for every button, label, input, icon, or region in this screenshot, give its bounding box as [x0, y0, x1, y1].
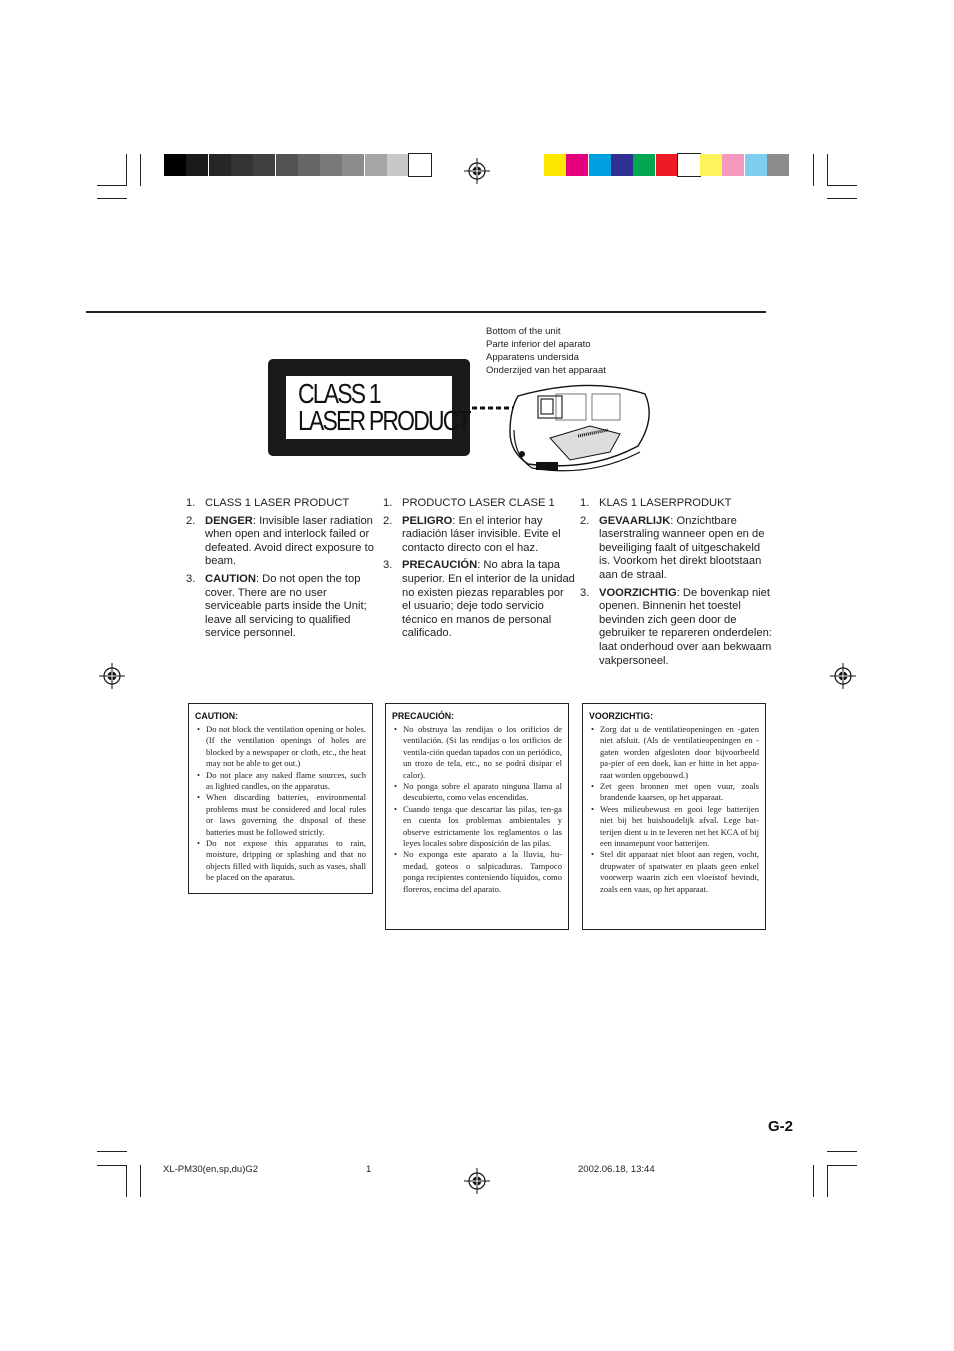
registration-mark-icon [99, 663, 125, 689]
bottom-label-sp: Parte inferior del aparato [486, 339, 591, 350]
list-item: 1. PRODUCTO LASER CLASE 1 [383, 497, 555, 509]
list-item: 3. CAUTION: Do not open the top cover. There are no user serviceable parts inside the Unit; leave all servicing to qualified service personnel. [186, 572, 367, 640]
color-swatch [656, 154, 678, 176]
crop-mark [140, 1165, 141, 1197]
registration-mark-icon [464, 158, 490, 184]
gray-swatch [320, 154, 342, 176]
page-number: G-2 [768, 1118, 794, 1135]
list-item: 3. VOORZICHTIG: De bovenkap niet openen. Binnenin het toestel bevinden zich geen door de gebruiker te repareren onderdelen: laat onderhoud over aan bekwaam vakpersoneel. [580, 586, 772, 667]
gray-swatch [365, 154, 387, 176]
list-item: 2. DENGER: Invisible laser radiation when open and interlock failed or defeated. Avoid direct exposure to beam. [186, 514, 374, 568]
caution-box-spanish [385, 703, 569, 930]
crop-mark [126, 154, 127, 186]
list-item: • No exponga este aparato a la lluvia, hu-medad, goteos o salpicaduras. Tampoco ponga recipientes conteniendo líquidos, como floreros, encima del aparato. [394, 849, 562, 894]
color-swatch [678, 154, 700, 176]
color-swatch [722, 154, 744, 176]
crop-mark [827, 198, 857, 199]
device-bottom-illustration [470, 380, 660, 480]
list-item: 1. CLASS 1 LASER PRODUCT [186, 497, 350, 509]
list-item: 2. GEVAARLIJK: Onzichtbare laserstraling wanneer open en de beveiliging faalt of uitgeschakeld is. Voorkom het direkt blootstaan aan de straal. [580, 514, 765, 581]
crop-mark [97, 1151, 127, 1152]
gray-swatch [342, 154, 364, 176]
bottom-label-sv: Apparatens undersida [486, 352, 579, 363]
bottom-label-en: Bottom of the unit [486, 326, 561, 337]
list-item: • Zorg dat u de ventilatieopeningen en -gaten niet afsluit. (Als de ventilatieopeningen en -gaten worden afgesloten door bijvoorbeeld pa-pier of een doek, kan er hitte in het appa-raat worden opgebouwd.) [591, 724, 759, 780]
gray-swatch [186, 154, 208, 176]
list-item: • Do not place any naked flame sources, such as lighted candles, on the apparatus. [197, 769, 366, 792]
crop-mark [97, 1165, 127, 1166]
laser-label-line2: LASER PRODUCT [298, 405, 470, 436]
bottom-of-unit-labels [486, 325, 606, 377]
color-swatch [745, 154, 767, 176]
list-item: • No obstruya las rendijas o los orificios de ventilación. (Si las rendijas o los orificios de ventila-ción quedan tapados con un periódico, un trozo de tela, etc., no se podrá disipar el calor). [394, 724, 562, 780]
gray-swatch [298, 154, 320, 176]
gray-swatch [253, 154, 275, 176]
gray-swatch [209, 154, 231, 176]
caution-box-dutch [582, 703, 766, 930]
gray-swatch [409, 154, 431, 176]
list-item: • Do not expose this apparatus to rain, moisture, dripping or splashing and that no objects filled with liquids, such as vases, shall be placed on the aparatus. [197, 838, 366, 883]
list-item: • Zet geen bronnen met open vuur, zoals brandende kaarsen, op het apparaat. [591, 781, 759, 803]
registration-mark-icon [830, 663, 856, 689]
list-item: • Cuando tenga que descartar las pilas, ten-ga en cuenta los problemas ambientales y observe estrictamente los reglamentos o las leyes locales sobre disposición de las pilas. [394, 803, 562, 849]
crop-mark [827, 185, 857, 186]
crop-mark [827, 1151, 857, 1152]
crop-mark [813, 154, 814, 186]
box-title: PRECAUCIÓN: [392, 711, 455, 721]
box-title: VOORZICHTIG: [589, 711, 654, 721]
color-swatch [544, 154, 566, 176]
crop-mark [97, 185, 127, 186]
list-item: • Do not block the ventilation opening or holes. (If the ventilation openings of holes are blocked by a newspaper or cloth, etc., the heat may not be able to get out.) [197, 724, 366, 769]
list-item: 2. PELIGRO: En el interior hay radiación láser invisible. Evite el contacto directo con el haz. [383, 514, 561, 554]
bottom-label-du: Onderzijed van het apparaat [486, 365, 606, 376]
color-swatch [589, 154, 611, 176]
list-item: 1. KLAS 1 LASERPRODUKT [580, 497, 732, 509]
list-item: • Wees milieubewust en gooi lege batterijen niet bij het huishoudelijk afval. Lege bat-terijen dient u in te leveren net het KCA of bij een innamepunt voor batterijen. [591, 803, 759, 849]
crop-mark [97, 198, 127, 199]
gray-swatch [231, 154, 253, 176]
registration-mark-icon [464, 1168, 490, 1194]
column-english [186, 497, 378, 645]
laser-label-text [298, 380, 470, 434]
footer-date: 2002.06.18, 13:44 [578, 1164, 655, 1175]
column-spanish [383, 497, 575, 645]
gray-swatch [276, 154, 298, 176]
header-rule [86, 311, 766, 313]
list-item: • When discarding batteries, environmental problems must be considered and local rules or laws governing the disposal of these batteries must be followed strictly. [197, 792, 366, 837]
crop-mark [827, 154, 828, 186]
color-swatch [566, 154, 588, 176]
column-dutch [580, 497, 772, 672]
gray-swatch [387, 154, 409, 176]
crop-mark [140, 154, 141, 186]
gray-swatch [164, 154, 186, 176]
crop-mark [827, 1165, 828, 1197]
laser-label-line1: CLASS 1 [298, 378, 380, 409]
crop-mark [126, 1165, 127, 1197]
color-swatch [767, 154, 789, 176]
crop-mark [827, 1165, 857, 1166]
list-item: 3. PRECAUCIÓN: No abra la tapa superior. En el interior de la unidad no existen piezas reparables por el usuario; deje todo servicio técnico en manos de personal calificado. [383, 559, 575, 640]
crop-mark [813, 1165, 814, 1197]
color-swatch [633, 154, 655, 176]
caution-box-english [188, 703, 373, 894]
list-item: • Stel dit apparaat niet bloot aan regen, vocht, drupwater of spatwater en plaats geen enkel voorwerp waarin zich een vloeistof bevindt, zoals een vaas, op het apparaat. [591, 849, 759, 894]
footer-file: XL-PM30(en,sp,du)G2 [163, 1164, 259, 1175]
list-item: • No ponga sobre el aparato ninguna llama al descubierto, como velas encendidas. [394, 781, 562, 803]
footer-page: 1 [366, 1164, 372, 1175]
box-title: CAUTION: [195, 711, 239, 721]
color-swatch [611, 154, 633, 176]
color-swatch [700, 154, 722, 176]
